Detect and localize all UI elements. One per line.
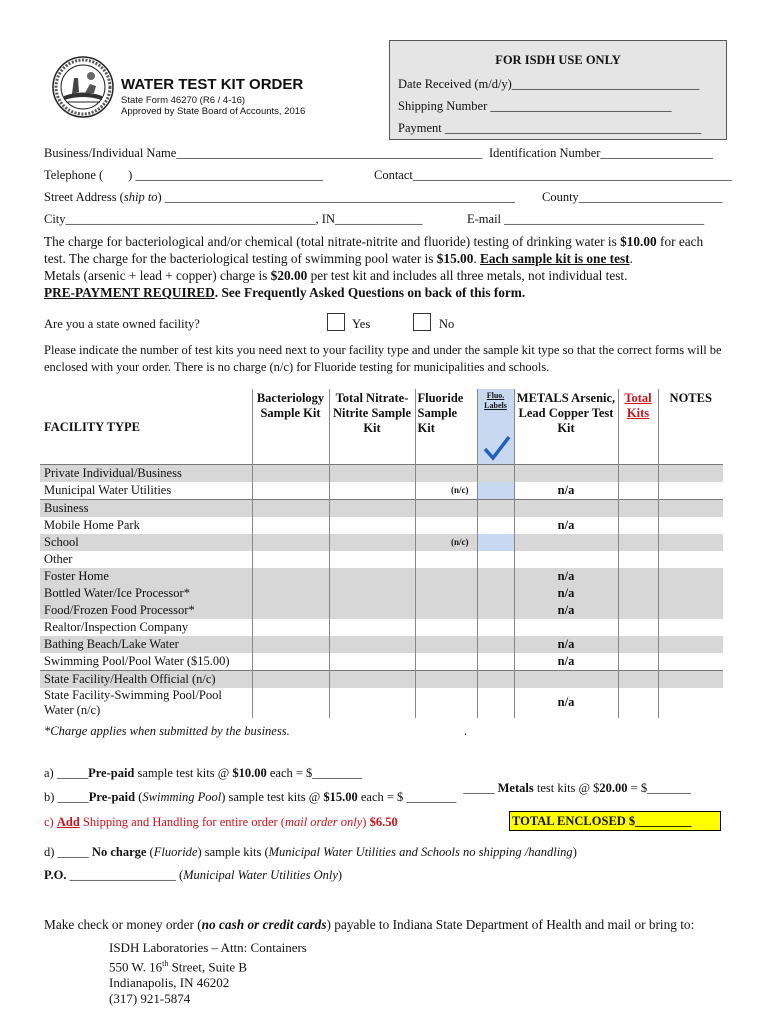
- table-row: [40, 636, 723, 653]
- pool-water-charge: $15.00: [436, 251, 474, 266]
- fluo-labels-cell[interactable]: [477, 670, 514, 688]
- table-row: [40, 670, 723, 688]
- street-label: Street Address (: [44, 190, 124, 204]
- footnote: *Charge applies when submitted by the business.: [44, 724, 290, 738]
- order-d-paren: (: [146, 845, 154, 859]
- metals-kit-cell[interactable]: [514, 670, 618, 688]
- payment-field[interactable]: Payment _________________________________________: [398, 121, 702, 135]
- table-row: [40, 602, 723, 619]
- table-header-row: [40, 389, 723, 464]
- metals-kit-cell[interactable]: [514, 499, 618, 517]
- nitrate-cell[interactable]: [329, 585, 415, 602]
- prepayment-required: PRE-PAYMENT REQUIRED: [44, 285, 215, 300]
- shipping-fee: $6.50: [369, 815, 398, 829]
- metals-kit-cell[interactable]: n/a: [514, 653, 618, 671]
- order-a-price: $10.00: [232, 766, 267, 780]
- indiana-state-seal-icon: [52, 56, 114, 118]
- notes-cell[interactable]: [658, 602, 723, 619]
- order-b-text: ) sample test kits @: [221, 790, 324, 804]
- total-cell[interactable]: [618, 464, 658, 482]
- fluoride-kit-cell[interactable]: [415, 636, 477, 653]
- order-b-paren: (: [135, 790, 143, 804]
- notes-cell[interactable]: [658, 653, 723, 671]
- bact-cell[interactable]: [252, 688, 329, 718]
- total-cell[interactable]: [618, 482, 658, 500]
- nitrate-cell[interactable]: [329, 517, 415, 534]
- total-cell[interactable]: [618, 585, 658, 602]
- address-street: Street, Suite B: [168, 959, 248, 975]
- fluo-labels-text: Fluo. Labels: [484, 391, 507, 410]
- bact-cell[interactable]: [252, 636, 329, 653]
- facility-type-label: Business: [40, 499, 252, 517]
- order-b-prepaid: Pre-paid: [88, 790, 136, 804]
- yes-checkbox[interactable]: [327, 313, 345, 331]
- nitrate-cell[interactable]: [329, 602, 415, 619]
- po-label: P.O.: [44, 868, 67, 882]
- bact-cell[interactable]: [252, 602, 329, 619]
- bact-cell[interactable]: [252, 551, 329, 568]
- fluo-labels-header: [477, 389, 514, 464]
- mail-intro: Make check or money order (: [44, 917, 202, 932]
- address-street-num: 550 W. 16: [109, 959, 163, 975]
- charges-paragraph: [44, 233, 724, 301]
- charges-text: The charge for bacteriological and/or chemical (total nitrate-nitrite and fluoride) testing of drinking water is: [44, 234, 621, 249]
- nitrate-cell[interactable]: [329, 568, 415, 585]
- mailing-address: [109, 940, 307, 1007]
- isdh-heading: FOR ISDH USE ONLY: [495, 53, 621, 67]
- metals-kit-cell[interactable]: n/a: [514, 688, 618, 718]
- bacteriology-header: Bacteriology Sample Kit: [252, 389, 329, 464]
- metals-kit-cell[interactable]: n/a: [514, 585, 618, 602]
- metals-kit-cell[interactable]: n/a: [514, 602, 618, 619]
- no-label: No: [439, 317, 455, 331]
- metals-kit-cell[interactable]: [514, 551, 618, 568]
- po-close: ): [337, 868, 343, 882]
- metals-kit-cell[interactable]: n/a: [514, 517, 618, 534]
- order-a-prefix: a) _____: [44, 766, 89, 780]
- order-b-total: each = $ ________: [357, 790, 457, 804]
- checkmark-icon: [483, 435, 511, 461]
- order-b-prefix: b) _____: [44, 790, 89, 804]
- fluoride-kit-cell[interactable]: [415, 551, 477, 568]
- bact-cell[interactable]: [252, 517, 329, 534]
- notes-cell[interactable]: [658, 551, 723, 568]
- total-cell[interactable]: [618, 670, 658, 688]
- street-address-field[interactable]: [44, 190, 515, 205]
- fluo-labels-cell[interactable]: [477, 517, 514, 534]
- nitrate-cell[interactable]: [329, 636, 415, 653]
- instructions-text: Please indicate the number of test kits you need next to your facility type and under the sample kit type so that the correct forms will be enclosed with your order. There is no charge (n/c) for Fluoride testing for municipalities and schools.: [44, 343, 722, 374]
- telephone-field[interactable]: Telephone ( ) ______________________________: [44, 168, 323, 182]
- nitrate-cell[interactable]: [329, 534, 415, 551]
- fluoride-kit-cell[interactable]: [415, 653, 477, 671]
- metals-kit-cell[interactable]: n/a: [514, 568, 618, 585]
- notes-cell[interactable]: [658, 585, 723, 602]
- fluoride-kit-cell[interactable]: [415, 568, 477, 585]
- table-row: [40, 619, 723, 636]
- footnote-dot: .: [464, 724, 468, 738]
- notes-cell[interactable]: [658, 670, 723, 688]
- metals-charge: $20.00: [270, 268, 308, 283]
- notes-cell[interactable]: [658, 482, 723, 500]
- state-owned-question: Are you a state owned facility?: [44, 317, 200, 331]
- total-cell[interactable]: [618, 636, 658, 653]
- total-kits-header: Total Kits: [618, 389, 658, 464]
- metals-text-2: per test kit and includes all three metals, not individual test.: [307, 268, 628, 283]
- bact-cell[interactable]: [252, 499, 329, 517]
- metals-price: 20.00: [599, 781, 628, 795]
- email-field[interactable]: E-mail ________________________________: [467, 212, 705, 226]
- form-title: WATER TEST KIT ORDER: [121, 76, 304, 93]
- nitrate-cell[interactable]: [329, 688, 415, 718]
- total-cell[interactable]: [618, 653, 658, 671]
- address-line-3: Indianapolis, IN 46202: [109, 975, 230, 991]
- no-cash-note: no cash or credit cards: [201, 917, 327, 932]
- nitrate-cell[interactable]: [329, 464, 415, 482]
- mail-intro-2: ) payable to Indiana State Department of Health and mail or bring to:: [326, 917, 695, 932]
- total-cell[interactable]: [618, 517, 658, 534]
- nitrate-cell[interactable]: [329, 670, 415, 688]
- address-phone: (317) 921-5874: [109, 991, 191, 1007]
- address-line-1: ISDH Laboratories – Attn: Containers: [109, 940, 307, 955]
- metals-text: test kits @ $: [533, 781, 600, 795]
- total-cell[interactable]: [618, 534, 658, 551]
- fluo-labels-cell[interactable]: [477, 534, 514, 551]
- notes-cell[interactable]: [658, 619, 723, 636]
- table-row: [40, 568, 723, 585]
- total-enclosed-field[interactable]: TOTAL ENCLOSED $_________: [509, 811, 721, 831]
- fluo-labels-cell[interactable]: [477, 653, 514, 671]
- po-line[interactable]: [44, 868, 342, 883]
- metals-text: Metals (arsenic + lead + copper) charge is: [44, 268, 271, 283]
- payment-instructions: [44, 917, 694, 933]
- metals-kit-cell[interactable]: [514, 534, 618, 551]
- fluo-labels-cell[interactable]: [477, 585, 514, 602]
- isdh-use-only-box: [389, 40, 727, 140]
- order-c-paren: ): [362, 815, 370, 829]
- fluo-labels-cell[interactable]: [477, 551, 514, 568]
- order-d-close: ): [572, 845, 577, 859]
- total-cell[interactable]: [618, 602, 658, 619]
- notes-cell[interactable]: [658, 688, 723, 718]
- order-line-metals[interactable]: [457, 766, 691, 796]
- order-d-note: Municipal Water Utilities and Schools no shipping /handling: [268, 845, 573, 859]
- nitrate-cell[interactable]: [329, 499, 415, 517]
- facility-type-label: Municipal Water Utilities: [44, 482, 172, 497]
- bact-cell[interactable]: [252, 585, 329, 602]
- fluoride-kit-cell[interactable]: [415, 688, 477, 718]
- metals-label: Metals: [497, 781, 534, 795]
- fluo-labels-cell[interactable]: [477, 568, 514, 585]
- fluoride-header: Fluoride Sample Kit: [415, 389, 477, 464]
- bact-cell[interactable]: [252, 534, 329, 551]
- facility-type-label: Foster Home: [40, 568, 252, 585]
- address-th: th: [162, 959, 169, 968]
- order-b-pool: Swimming Pool: [142, 790, 222, 804]
- notes-header: NOTES: [658, 389, 723, 464]
- metals-total: = $_______: [627, 781, 691, 795]
- metals-kit-cell[interactable]: n/a: [514, 636, 618, 653]
- metals-qty: _____: [463, 781, 498, 795]
- table-row: [40, 464, 723, 482]
- order-c-prefix: c): [44, 815, 57, 829]
- charges-period: .: [629, 251, 633, 266]
- order-b-price: $15.00: [323, 790, 358, 804]
- notes-cell[interactable]: [658, 534, 723, 551]
- facility-type-label: Private Individual/Business: [40, 464, 252, 482]
- order-line-d[interactable]: [44, 845, 577, 860]
- fluoride-kit-cell[interactable]: [415, 619, 477, 636]
- fluoride-kit-cell[interactable]: [415, 517, 477, 534]
- fluo-labels-cell[interactable]: [477, 602, 514, 619]
- table-row: [40, 551, 723, 568]
- bact-cell[interactable]: [252, 653, 329, 671]
- street-ship-to: ship to: [123, 190, 158, 204]
- metals-kit-cell[interactable]: n/a: [514, 482, 618, 500]
- facility-type-label: Bottled Water/Ice Processor*: [40, 585, 252, 602]
- charges-text-2: for each test. The charge for the bacteriological testing of swimming pool water is: [44, 234, 704, 266]
- facility-type-header: FACILITY TYPE: [44, 419, 140, 434]
- metals-kit-cell[interactable]: [514, 619, 618, 636]
- bact-cell[interactable]: [252, 464, 329, 482]
- order-line-c: [44, 815, 398, 830]
- fluo-labels-cell[interactable]: [477, 464, 514, 482]
- order-d-prefix: d) _____: [44, 845, 92, 859]
- table-row: [40, 499, 723, 517]
- order-d-fluoride: Fluoride: [153, 845, 198, 859]
- table-row: [40, 688, 723, 718]
- approval-note: Approved by State Board of Accounts, 2016: [121, 106, 306, 117]
- po-note: Municipal Water Utilities Only: [183, 868, 338, 882]
- nitrate-header: Total Nitrate-Nitrite Sample Kit: [329, 389, 415, 464]
- total-cell[interactable]: [618, 499, 658, 517]
- order-line-b[interactable]: [44, 790, 456, 805]
- fluo-labels-cell[interactable]: [477, 688, 514, 718]
- table-row: [40, 534, 723, 551]
- business-name-field[interactable]: Business/Individual Name_________________________________________________: [44, 146, 483, 160]
- faq-note: . See Frequently Asked Questions on back of this form.: [214, 285, 526, 300]
- order-a-prepaid: Pre-paid: [88, 766, 135, 780]
- form-number: State Form 46270 (R6 / 4-16): [121, 95, 246, 106]
- notes-cell[interactable]: [658, 464, 723, 482]
- city-field[interactable]: City________________________________________, IN______________: [44, 212, 423, 226]
- fluo-labels-cell[interactable]: [477, 499, 514, 517]
- total-cell[interactable]: [618, 688, 658, 718]
- notes-cell[interactable]: [658, 499, 723, 517]
- total-cell[interactable]: [618, 551, 658, 568]
- identification-number-field[interactable]: Identification Number__________________: [489, 146, 713, 160]
- bact-cell[interactable]: [252, 568, 329, 585]
- metals-kit-cell[interactable]: [514, 464, 618, 482]
- notes-cell[interactable]: [658, 568, 723, 585]
- fluoride-kit-cell[interactable]: [415, 464, 477, 482]
- fluo-labels-cell[interactable]: [477, 482, 514, 500]
- address-line-2: [109, 956, 307, 975]
- fluo-labels-cell[interactable]: [477, 636, 514, 653]
- one-test-note: Each sample kit is one test: [480, 251, 630, 266]
- drinking-water-charge: $10.00: [620, 234, 657, 249]
- facility-type-label: School: [40, 534, 252, 551]
- fluo-labels-cell[interactable]: [477, 619, 514, 636]
- notes-cell[interactable]: [658, 636, 723, 653]
- order-c-add: Add: [56, 815, 80, 829]
- fluoride-kit-cell[interactable]: (n/c): [415, 482, 477, 500]
- order-d-text: ) sample kits (: [197, 845, 269, 859]
- facility-type-label: Realtor/Inspection Company: [44, 619, 189, 634]
- nitrate-cell[interactable]: [329, 619, 415, 636]
- fluoride-kit-cell[interactable]: [415, 585, 477, 602]
- bact-cell[interactable]: [252, 670, 329, 688]
- metals-header: METALS Arsenic, Lead Copper Test Kit: [514, 389, 618, 464]
- fluoride-kit-cell[interactable]: [415, 602, 477, 619]
- kit-order-table: [40, 389, 723, 718]
- facility-type-label: Swimming Pool/Pool Water ($15.00): [44, 653, 230, 668]
- nitrate-cell[interactable]: [329, 653, 415, 671]
- date-received-field[interactable]: Date Received (m/d/y)______________________________: [398, 77, 700, 91]
- total-cell[interactable]: [618, 619, 658, 636]
- facility-type-label: Other: [44, 551, 73, 566]
- charges-text-3: .: [473, 251, 481, 266]
- facility-type-label: Food/Frozen Food Processor*: [40, 602, 252, 619]
- no-checkbox[interactable]: [413, 313, 431, 331]
- fluoride-kit-cell[interactable]: [415, 670, 477, 688]
- county-field[interactable]: County_______________________: [542, 190, 723, 204]
- facility-type-label: State Facility/Health Official (n/c): [40, 670, 252, 688]
- shipping-number-field[interactable]: Shipping Number _____________________________: [398, 99, 672, 113]
- fluoride-kit-cell[interactable]: [415, 499, 477, 517]
- facility-type-label: Mobile Home Park: [44, 517, 140, 532]
- facility-type-label: State Facility-Swimming Pool/Pool Water (n/c): [44, 687, 222, 717]
- order-d-no-charge: No charge: [91, 845, 147, 859]
- contact-field[interactable]: Contact___________________________________________________: [374, 168, 732, 182]
- order-c-text: Shipping and Handling for entire order (: [79, 815, 285, 829]
- nitrate-cell[interactable]: [329, 551, 415, 568]
- table-row: [40, 653, 723, 671]
- table-row: [40, 517, 723, 534]
- nitrate-cell[interactable]: [329, 482, 415, 500]
- notes-cell[interactable]: [658, 517, 723, 534]
- bact-cell[interactable]: [252, 482, 329, 500]
- po-blank: _________________ (: [66, 868, 184, 882]
- order-a-text: sample test kits @: [134, 766, 233, 780]
- table-row: [40, 585, 723, 602]
- table-row: [40, 482, 723, 500]
- bact-cell[interactable]: [252, 619, 329, 636]
- order-c-mail-only: mail order only: [284, 815, 363, 829]
- order-a-total: each = $________: [266, 766, 363, 780]
- fluoride-kit-cell[interactable]: (n/c): [415, 534, 477, 551]
- order-line-a[interactable]: [44, 766, 362, 781]
- yes-label: Yes: [352, 317, 371, 331]
- street-line: ) ________________________________________________________: [157, 190, 515, 204]
- total-cell[interactable]: [618, 568, 658, 585]
- facility-type-label: Bathing Beach/Lake Water: [40, 636, 252, 653]
